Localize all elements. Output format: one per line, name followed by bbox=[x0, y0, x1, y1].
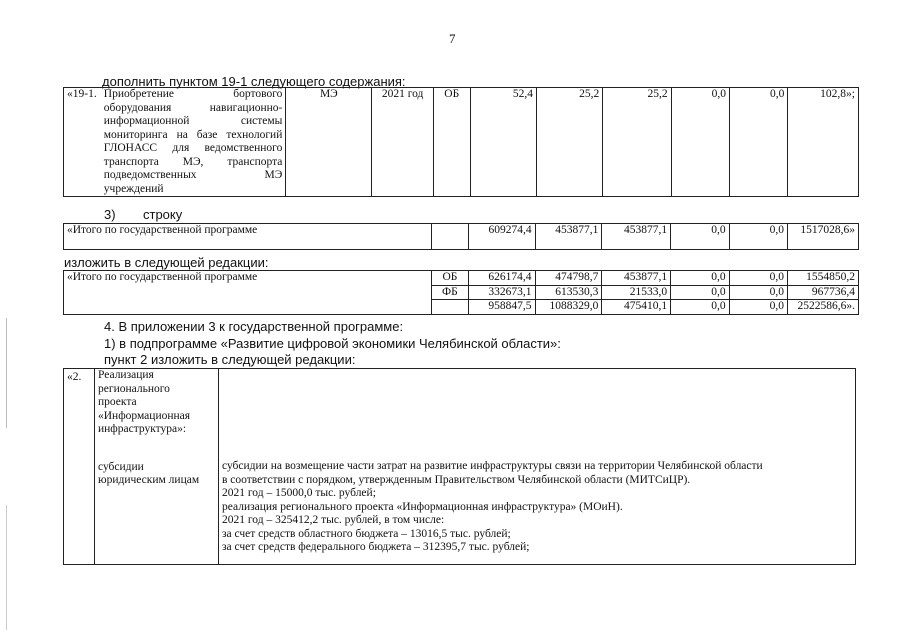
value-cell: 0,0 bbox=[671, 285, 729, 300]
value-cell: 0,0 bbox=[729, 271, 787, 286]
desc-line: оборудования навигационно- bbox=[103, 101, 283, 114]
section-body bbox=[219, 369, 856, 565]
value-cell: 0,0 bbox=[671, 224, 729, 250]
source-cell: ОБ bbox=[433, 88, 470, 197]
total-cell: 2522586,6». bbox=[788, 300, 859, 315]
section-left-column bbox=[95, 369, 219, 565]
executor-cell: МЭ bbox=[286, 88, 372, 197]
year-cell: 2021 год bbox=[372, 88, 433, 197]
intro-line: дополнить пунктом 19-1 следующего содержания: bbox=[102, 74, 406, 89]
total-cell: 967736,4 bbox=[788, 285, 859, 300]
source-cell: ФБ bbox=[432, 285, 469, 300]
item-3-text: строку bbox=[143, 207, 183, 222]
value-cell: 613530,3 bbox=[535, 285, 602, 300]
value-cell: 0,0 bbox=[730, 88, 788, 197]
title-line: регионального bbox=[98, 382, 170, 395]
value-cell: 0,0 bbox=[671, 271, 729, 286]
value-cell: 609274,4 bbox=[468, 224, 535, 250]
desc-line: Приобретение бортового bbox=[103, 88, 283, 100]
desc-line: транспорта МЭ, транспорта bbox=[103, 155, 283, 168]
body-line: 2021 год – 15000,0 тыс. рублей; bbox=[222, 487, 376, 499]
section-2-table bbox=[63, 368, 856, 565]
title-line: «Информационная bbox=[98, 409, 191, 422]
total-cell: 102,8»; bbox=[788, 88, 859, 197]
new-total-table bbox=[63, 270, 859, 315]
body-line: субсидии на возмещение части затрат на развитие инфраструктуры связи на территории Челябинской области bbox=[222, 460, 763, 472]
value-cell: 453877,1 bbox=[602, 224, 671, 250]
title-line: Реализация bbox=[98, 369, 154, 381]
title-line: проекта bbox=[98, 396, 137, 408]
value-cell: 0,0 bbox=[729, 300, 787, 315]
value-cell: 453877,1 bbox=[602, 271, 671, 286]
value-cell: 21533,0 bbox=[602, 285, 671, 300]
restate-line: изложить в следующей редакции: bbox=[64, 255, 269, 270]
value-cell: 1088329,0 bbox=[535, 300, 602, 315]
value-cell: 0,0 bbox=[671, 300, 729, 315]
value-cell: 25,2 bbox=[536, 88, 602, 197]
value-cell: 475410,1 bbox=[602, 300, 671, 315]
body-line: за счет средств областного бюджета – 13016,5 тыс. рублей; bbox=[222, 527, 511, 540]
page-number: 7 bbox=[449, 31, 456, 46]
old-total-label: «Итого по государственной программе bbox=[64, 224, 432, 250]
item-3-number: 3) bbox=[104, 207, 116, 222]
desc-line: учреждений bbox=[103, 182, 164, 195]
desc-line: мониторинга на базе технологий bbox=[103, 128, 283, 141]
row-19-1-table bbox=[63, 87, 859, 197]
row-description bbox=[101, 88, 286, 197]
value-cell: 52,4 bbox=[470, 88, 536, 197]
paragraph-4-2: пункт 2 изложить в следующей редакции: bbox=[104, 352, 356, 367]
source-cell bbox=[432, 300, 469, 315]
value-cell: 453877,1 bbox=[535, 224, 602, 250]
subtitle-line: субсидии bbox=[98, 460, 144, 473]
desc-line: информационной системы bbox=[103, 115, 283, 127]
desc-line: подведомственных МЭ bbox=[103, 169, 283, 181]
paragraph-4: 4. В приложении 3 к государственной программе: bbox=[104, 319, 404, 334]
section-number: «2. bbox=[64, 369, 95, 565]
scan-mark bbox=[6, 505, 7, 630]
paragraph-4-1: 1) в подпрограмме «Развитие цифровой экономики Челябинской области»: bbox=[104, 336, 561, 351]
value-cell: 0,0 bbox=[729, 224, 787, 250]
desc-line: ГЛОНАСС для ведомственного bbox=[103, 142, 283, 154]
title-line: инфраструктура»: bbox=[98, 423, 187, 435]
body-line: реализация регионального проекта «Информационная инфраструктура» (МОиН). bbox=[222, 500, 623, 513]
total-cell: 1554850,2 bbox=[788, 271, 859, 286]
total-cell: 1517028,6» bbox=[788, 224, 859, 250]
value-cell: 332673,1 bbox=[468, 285, 535, 300]
old-total-table bbox=[63, 223, 859, 250]
value-cell: 958847,5 bbox=[468, 300, 535, 315]
value-cell: 25,2 bbox=[603, 88, 671, 197]
body-line: за счет средств федерального бюджета – 312395,7 тыс. рублей; bbox=[222, 541, 530, 553]
value-cell: 474798,7 bbox=[535, 271, 602, 286]
value-cell: 626174,4 bbox=[468, 271, 535, 286]
body-line: 2021 год – 325412,2 тыс. рублей, в том числе: bbox=[222, 514, 445, 526]
value-cell: 0,0 bbox=[671, 88, 729, 197]
new-total-label: «Итого по государственной программе bbox=[64, 271, 432, 315]
source-cell: ОБ bbox=[432, 271, 469, 286]
row-number: «19-1. bbox=[64, 88, 101, 197]
scan-mark bbox=[6, 318, 7, 428]
value-cell: 0,0 bbox=[729, 285, 787, 300]
old-total-source bbox=[432, 224, 469, 250]
subtitle-line: юридическим лицам bbox=[98, 474, 200, 486]
body-line: в соответствии с порядком, утвержденным Правительством Челябинской области (МИТСиЦР). bbox=[222, 473, 691, 486]
